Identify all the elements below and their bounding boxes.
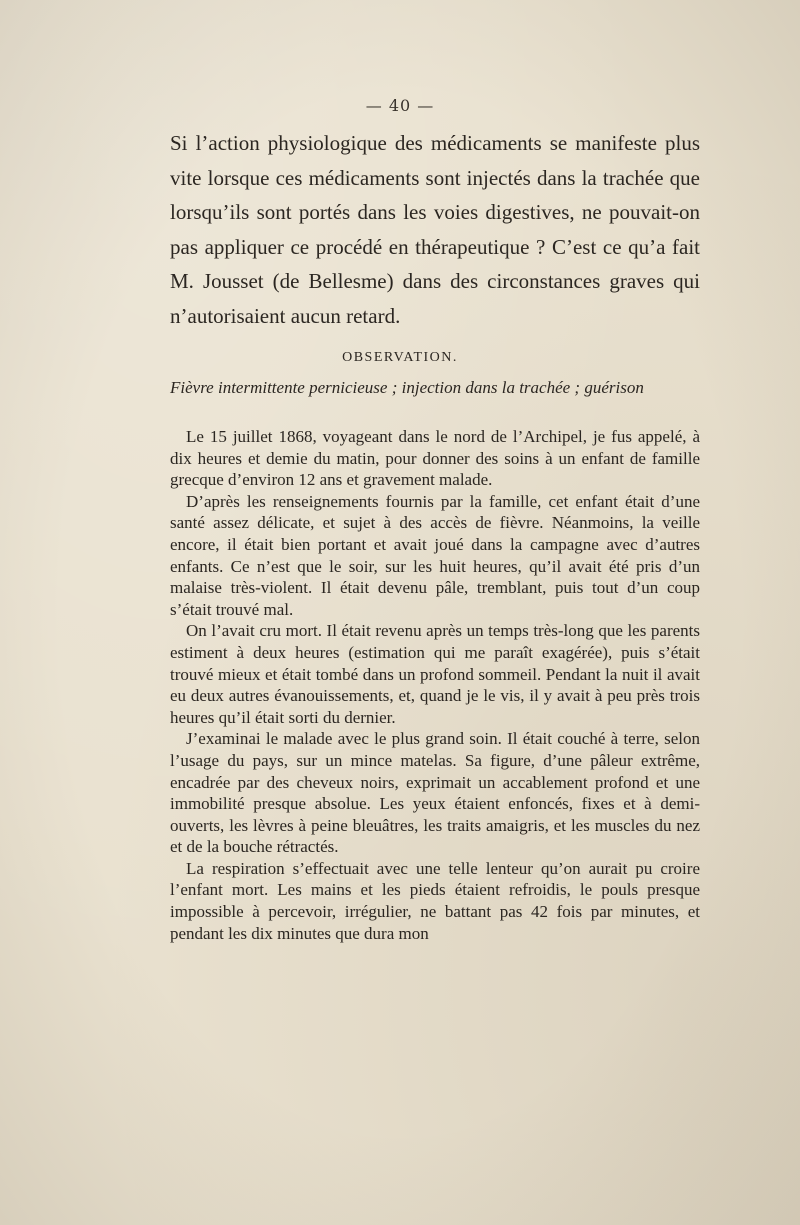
observation-paragraph: J’examinai le malade avec le plus grand soin. Il était couché à terre, selon l’usage du pays, sur un mince matelas. Sa figure, d’une pâleur extrême, encadrée par des cheveux noirs, exprimait un accablement profond et une immobilité presque absolue. Les yeux étaient enfoncés, fixes et à demi-ouverts, les lèvres à peine bleuâtres, les traits amaigris, et les muscles du nez et de la bouche rétractés. xyxy=(170,729,700,857)
observation-heading: OBSERVATION. xyxy=(342,350,458,365)
intro-paragraph: Si l’action physiologique des médicaments se manifeste plus vite lorsque ces médicaments sont injectés dans la trachée que lorsqu’ils sont portés dans les voies digestives, ne pouvait-on pas appliquer ce procédé en thérapeutique ? C’est ce qu’a fait M. Jousset (de Bellesme) dans des circonstances graves qui n’autorisaient aucun retard. xyxy=(170,131,700,328)
observation-body xyxy=(170,426,700,944)
observation-paragraph: La respiration s’effectuait avec une telle lenteur qu’on aurait pu croire l’enfant mort. Les mains et les pieds étaient refroidis, le pouls presque impossible à percevoir, irrégulier, ne battant pas 42 fois par minutes, et pendant les dix minutes que dura mon xyxy=(170,858,700,943)
intro-section xyxy=(170,126,700,333)
observation-paragraph: On l’avait cru mort. Il était revenu après un temps très-long que les parents estiment à deux heures (estimation qui me paraît exagérée), puis s’était trouvé mieux et était tombé dans un profond sommeil. Pendant la nuit il avait eu deux autres évanouissements, et, quand je le vis, il y avait à peu près trois heures qu’il était sorti du dernier. xyxy=(170,621,700,727)
observation-subtitle: Fièvre intermittente pernicieuse ; injection dans la trachée ; guérison xyxy=(170,378,644,397)
page-number: — 40 — xyxy=(365,96,435,115)
observation-paragraph: D’après les renseignements fournis par la famille, cet enfant était d’une santé assez délicate, et sujet à des accès de fièvre. Néanmoins, la veille encore, il était bien portant et avait joué dans la campagne avec d’autres enfants. Ce n’est que le soir, sur les huit heures, qu’il avait été pris d’un malaise très-violent. Il était devenu pâle, tremblant, puis tout d’un coup s’était trouvé mal. xyxy=(170,491,700,619)
observation-paragraph: Le 15 juillet 1868, voyageant dans le nord de l’Archipel, je fus appelé, à dix heures et demie du matin, pour donner des soins à un enfant de famille grecque d’environ 12 ans et gravement malade. xyxy=(170,427,700,490)
